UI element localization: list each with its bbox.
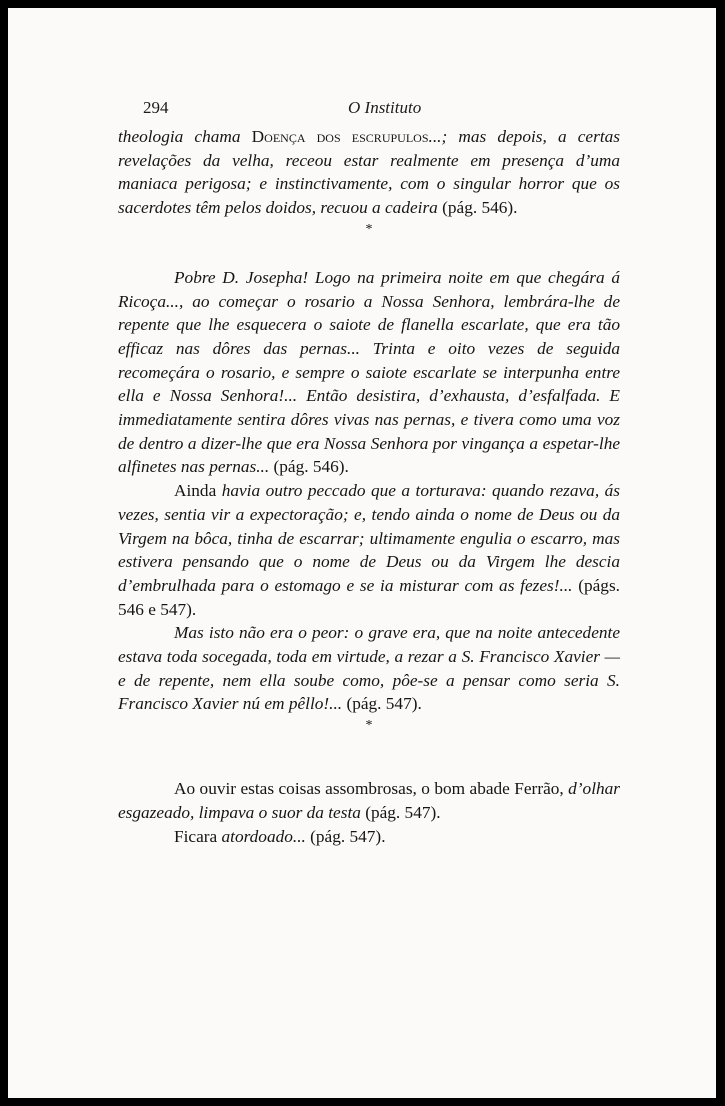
p1-italic-lead: theologia chama	[118, 127, 252, 146]
p6-italic-body: atordoado...	[221, 826, 306, 846]
section-separator-1: *	[365, 221, 373, 237]
p3-italic-body: havia outro peccado que a torturava: quando rezava, ás vezes, sentia vir a expectoração; e, tendo ainda o nome de Deus ou da Virgem na bôca, tinha de escarrar; ultimamente engulia o escarro, mas estivera pensando que o nome de Deus ou da Virgem lhe descia d’embrulhada para o estomago e se ia misturar com as fezes!...	[118, 481, 620, 595]
paragraph-6	[118, 825, 620, 849]
p6-page-ref: (pág. 547).	[305, 826, 386, 846]
p5-italic-body: d’olhar esgazeado, limpava o suor da testa	[118, 779, 620, 822]
p4-italic-body: Mas isto não era o peor: o grave era, que na noite antecedente estava toda socegada, toda em virtude, a rezar a S. Francisco Xavier — e de repente, nem ella soube como, pôe-se a pensar como seria S. Francisco Xavier nú em pêllo!...	[118, 623, 620, 714]
page-number: 294	[143, 98, 169, 117]
paragraph-3	[118, 479, 620, 621]
paragraph-4	[118, 621, 620, 716]
paragraph-5	[118, 777, 620, 824]
paragraph-2	[118, 266, 620, 479]
p1-page-ref: (pág. 546).	[437, 198, 518, 218]
p1-smallcaps-term: Doença dos escrupulos	[251, 127, 429, 146]
p6-lead: Ficara	[174, 826, 222, 846]
separator-gap	[118, 762, 620, 777]
p1-italic-body: ...; mas depois, a certas revelações da velha, receou estar realmente em presença d’uma maniaca perigosa; e instinctivamente, com o singular horror que os sacerdotes têm pelos doidos, recuou a cadeira	[118, 127, 620, 218]
running-title: O Instituto	[348, 98, 422, 117]
p3-lead: Ainda	[174, 481, 222, 501]
p2-page-ref: (pág. 546).	[269, 457, 349, 477]
p2-italic-body: Pobre D. Josepha! Logo na primeira noite em que chegára á Ricoça..., ao começar o rosario a Nossa Senhora, lembrára-lhe de repente que lhe esquecera o saiote de flanella escarlate, que era tão efficaz nas dôres das pernas... Trinta e oito vezes de seguida recomeçára o rosario, e sempre o saiote escarlate se interpunha entre ella e Nossa Senhora!... Então desistira, d’exhausta, d’esfalfada. E immediatamente sentira dôres vivas nas pernas, e tivera como uma voz de dentro a dizer-lhe que era Nossa Senhora por vingança a espetar-lhe alfinetes nas pernas...	[118, 267, 620, 477]
book-page	[8, 8, 716, 1098]
p4-page-ref: (pág. 547).	[342, 694, 422, 714]
p5-lead: Ao ouvir estas coisas assombrosas, o bom abade Ferrão,	[174, 779, 569, 799]
section-separator-2: *	[365, 718, 373, 734]
paragraph-1	[118, 125, 620, 220]
p3-page-ref: (págs. 546 e 547).	[118, 575, 620, 619]
p5-page-ref: (pág. 547).	[360, 802, 441, 822]
body-text	[118, 125, 620, 848]
